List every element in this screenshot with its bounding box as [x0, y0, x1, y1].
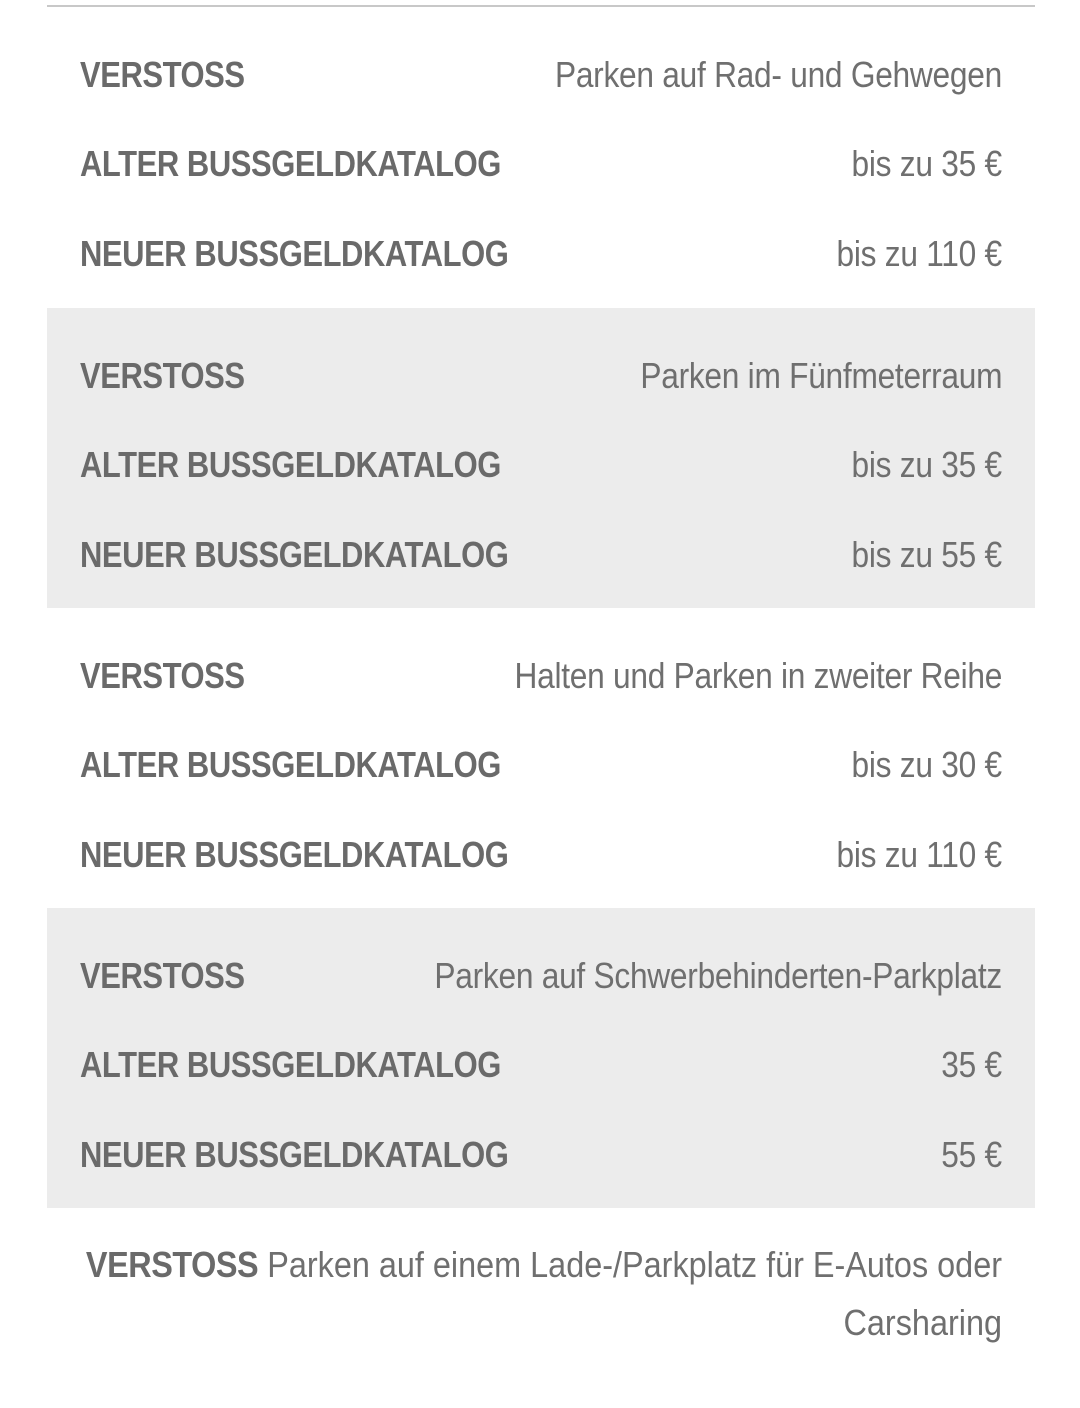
violation-label: VERSTOSS [85, 1244, 259, 1285]
violation-row [80, 331, 1002, 421]
old-catalog-label: ALTER BUSSGELDKATALOG [80, 744, 501, 786]
new-catalog-row [80, 810, 1002, 900]
violation-row [80, 931, 1002, 1021]
violation-value: Parken auf Rad- und Gehwegen [555, 53, 1002, 95]
old-catalog-row [80, 120, 1002, 210]
new-catalog-row [80, 1110, 1002, 1200]
new-fine-value: 55 € [941, 1133, 1002, 1175]
new-catalog-label: NEUER BUSSGELDKATALOG [80, 232, 509, 274]
new-fine-value: bis zu 110 € [836, 833, 1002, 875]
violation-value: Parken im Fünfmeterraum [640, 354, 1002, 396]
fine-entry [47, 608, 1035, 908]
fine-entry [47, 7, 1035, 308]
violation-value: Halten und Parken in zweiter Reihe [514, 654, 1002, 696]
fine-entry [47, 1208, 1035, 1408]
violation-row [80, 631, 1002, 721]
old-fine-value: bis zu 30 € [851, 744, 1002, 786]
new-catalog-label: NEUER BUSSGELDKATALOG [80, 833, 509, 875]
violation-label: VERSTOSS [80, 354, 245, 396]
fine-entry [47, 308, 1035, 608]
new-catalog-row [80, 510, 1002, 600]
fine-entry [47, 908, 1035, 1208]
violation-value: Parken auf Schwerbehinderten-Parkplatz [434, 954, 1002, 996]
old-catalog-row [80, 721, 1002, 811]
new-catalog-label: NEUER BUSSGELDKATALOG [80, 533, 509, 575]
violation-row [75, 1236, 1002, 1352]
fine-comparison-table [47, 0, 1035, 1408]
violation-label: VERSTOSS [80, 954, 245, 996]
old-catalog-row [80, 421, 1002, 511]
old-catalog-label: ALTER BUSSGELDKATALOG [80, 143, 501, 185]
new-fine-value: bis zu 110 € [836, 232, 1002, 274]
old-fine-value: bis zu 35 € [851, 143, 1002, 185]
old-catalog-label: ALTER BUSSGELDKATALOG [80, 444, 501, 486]
violation-value: Parken auf einem Lade-/Parkplatz für E-Autos oder Carsharing [267, 1244, 1002, 1343]
old-catalog-row [80, 1021, 1002, 1111]
new-fine-value: bis zu 55 € [851, 533, 1002, 575]
new-catalog-label: NEUER BUSSGELDKATALOG [80, 1133, 509, 1175]
violation-row [80, 30, 1002, 120]
new-catalog-row [80, 209, 1002, 299]
violation-label: VERSTOSS [80, 53, 245, 95]
old-fine-value: bis zu 35 € [851, 444, 1002, 486]
old-catalog-label: ALTER BUSSGELDKATALOG [80, 1044, 501, 1086]
violation-label: VERSTOSS [80, 654, 245, 696]
old-fine-value: 35 € [941, 1044, 1002, 1086]
